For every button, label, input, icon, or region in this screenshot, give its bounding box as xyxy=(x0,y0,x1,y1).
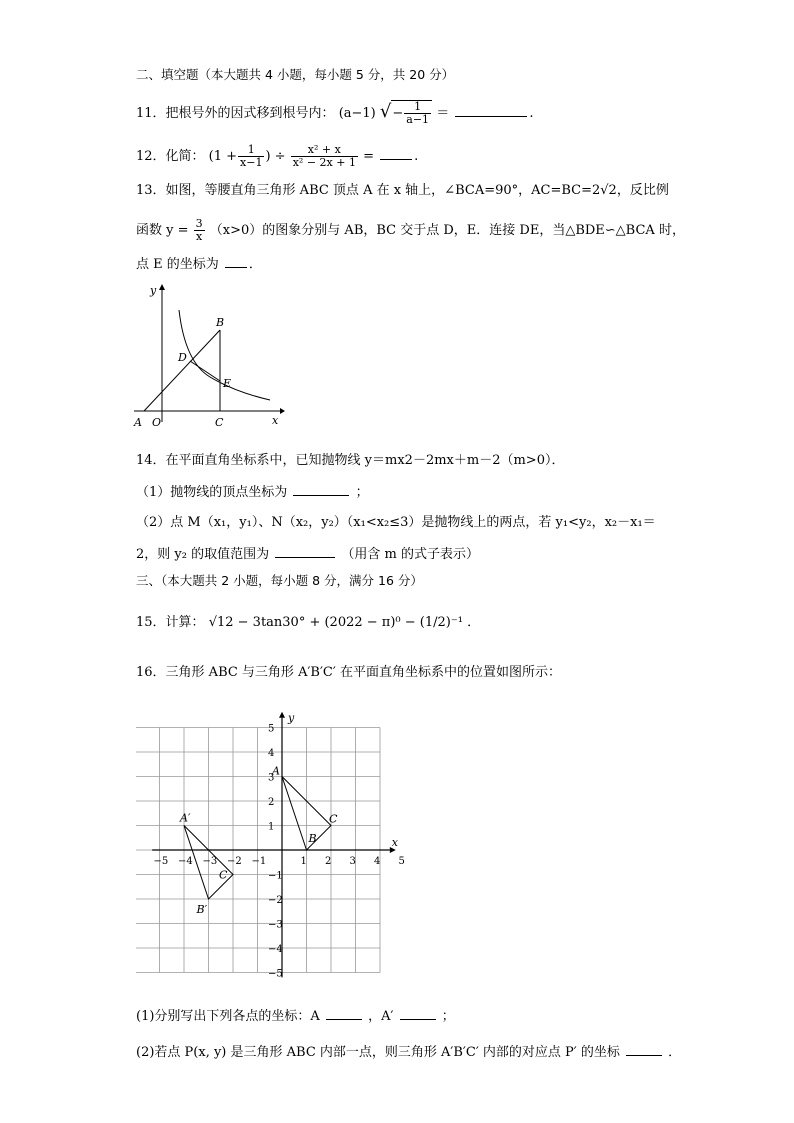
q13-segment-DE xyxy=(190,361,220,381)
q16-sub1-b: ，A′ xyxy=(368,1009,394,1024)
q13-line-2b: （x>0）的图象分别与 AB，BC 交于点 D，E．连接 DE，当△BDE∽△BCA 时， xyxy=(209,223,685,238)
q16-line-1: 16．三角形 ABC 与三角形 A′B′C′ 在平面直角坐标系中的位置如图所示： xyxy=(136,665,561,680)
q13-frac-den: x xyxy=(196,230,203,243)
x-tick-label: 1 xyxy=(300,856,307,867)
q13-label-C: C xyxy=(215,416,224,429)
y-tick-label: −2 xyxy=(268,895,283,906)
q16-label-A-prime: A′ xyxy=(180,811,191,825)
q11-expr-prefix: (a−1) xyxy=(338,106,376,121)
section-2-title: 二、填空题（本大题共 4 小题，每小题 5 分，共 20 分） xyxy=(136,67,455,82)
y-tick-label: 2 xyxy=(268,797,275,808)
q13-x-arrow xyxy=(280,408,285,414)
y-tick-label: 5 xyxy=(268,723,275,735)
x-tick-label: 5 xyxy=(398,856,405,867)
y-tick-label: −4 xyxy=(268,944,283,955)
q13-line-1: 13．如图，等腰直角三角形 ABC 顶点 A 在 x 轴上，∠BCA=90°，AC=BC=2√2，反比例 xyxy=(136,183,669,198)
q16-sub-2 xyxy=(136,1042,681,1062)
y-tick-label: −3 xyxy=(268,919,283,931)
question-11: 11．把根号外的因式移到根号内： (a−1) √− $\frac{1}{a-1}$ ＝ . xyxy=(136,100,534,126)
q13-y-arrow xyxy=(159,284,165,290)
q16-label-y: y xyxy=(288,711,295,725)
x-tick-label: −2 xyxy=(227,856,242,867)
q12-answer-blank[interactable] xyxy=(380,146,412,160)
q16-answer-P-prime-blank[interactable] xyxy=(626,1042,662,1056)
y-tick-label: 1 xyxy=(268,821,275,833)
q13-label-D: D xyxy=(178,351,187,364)
q11-eq: ＝ xyxy=(436,106,450,121)
q16-sub2-b: ． xyxy=(668,1045,682,1060)
q12-eq: = xyxy=(363,149,374,164)
q16-answer-A-blank[interactable] xyxy=(326,1006,362,1020)
q13-label-x: x xyxy=(272,414,279,427)
q14-line-4 xyxy=(136,544,479,564)
q16-tick-labels xyxy=(154,724,405,980)
y-tick-label: 4 xyxy=(268,748,275,759)
q11-frac-den: a−1 xyxy=(406,113,430,126)
q16-sub1-a: (1)分别写出下列各点的坐标：A xyxy=(136,1009,320,1024)
question-12: 12．化简： (1 + $\frac{1}{x-1}$ ) ÷ $\frac{\text{x² + x}}{\text{x² − 2x + 1}}$ = . xyxy=(136,143,419,169)
q15-expression: √12 − 3tan30° + (2022 − π)⁰ − (1/2)⁻¹ xyxy=(208,615,463,630)
q14-line-3: （2）点 M（x₁，y₁）、N（x₂，y₂）（x₁<x₂≤3）是抛物线上的两点，若 y₁<y₂，x₂－x₁＝ xyxy=(136,515,656,530)
q12-frac2-den: x² − 2x + 1 xyxy=(292,156,356,169)
q16-label-C: C xyxy=(329,812,338,826)
q13-figure xyxy=(130,282,290,432)
q16-sub-1 xyxy=(136,1006,455,1026)
y-tick-label: −1 xyxy=(268,870,283,882)
q13-line-2 xyxy=(136,218,685,243)
x-tick-label: −1 xyxy=(251,856,267,867)
q12-frac2-num: x² + x xyxy=(291,144,358,157)
x-tick-label: −4 xyxy=(178,856,193,867)
y-tick-label: 3 xyxy=(268,772,275,784)
y-tick-label: −5 xyxy=(268,968,283,980)
q13-label-O: O xyxy=(152,416,162,429)
x-tick-label: 4 xyxy=(374,856,381,867)
q13-label-A: A xyxy=(134,416,142,429)
q16-label-C-prime: C xyxy=(219,868,228,882)
q12-frac1-num: 1 xyxy=(238,144,264,157)
q16-label-A: A xyxy=(272,764,280,778)
q13-line-2a: 函数 y = xyxy=(136,223,189,238)
q14-sub2-answer-blank[interactable] xyxy=(275,544,335,558)
q15-text: 15．计算： xyxy=(136,615,205,630)
q14-sub1-answer-blank[interactable] xyxy=(293,482,349,496)
y-axis-arrow xyxy=(279,712,285,718)
q13-segment-AB xyxy=(144,330,220,411)
q16-label-B: B xyxy=(308,832,317,845)
q11-frac-num: 1 xyxy=(404,101,431,114)
q16-sub1-c: ； xyxy=(441,1009,455,1024)
q14-line-1: 14．在平面直角坐标系中，已知抛物线 y＝mx2－2mx＋m－2（m>0）． xyxy=(136,453,565,468)
x-tick-label: 3 xyxy=(349,856,356,867)
q16-answer-A-prime-blank[interactable] xyxy=(400,1006,436,1020)
q14-line-2-text: （1）抛物线的顶点坐标为 xyxy=(136,485,288,500)
q13-label-E: E xyxy=(223,377,232,390)
q13-label-y: y xyxy=(150,284,157,297)
section-3-title: 三、（本大题共 2 小题，每小题 8 分，满分 16 分） xyxy=(136,573,423,588)
q14-line-4b: （用含 m 的式子表示） xyxy=(341,547,479,562)
q11-text: 11．把根号外的因式移到根号内： xyxy=(136,106,335,121)
q16-label-B-prime: B′ xyxy=(196,903,208,916)
q14-line-4a: 2，则 y₂ 的取值范围为 xyxy=(136,547,270,562)
q12-text: 12．化简： xyxy=(136,149,205,164)
q14-line-2-end: ； xyxy=(355,485,369,500)
q13-frac-num: 3 xyxy=(195,217,203,230)
q16-sub2-a: (2)若点 P(x, y) 是三角形 ABC 内部一点，则三角形 A′B′C′ 内部的对应点 P′ 的坐标 xyxy=(136,1045,620,1060)
q12-frac1-den: x−1 xyxy=(240,156,263,169)
q13-line-3-text: 点 E 的坐标为 xyxy=(136,257,219,272)
q13-line-3: 点 E 的坐标为 ． xyxy=(136,254,262,274)
x-tick-label: −3 xyxy=(202,856,218,867)
q11-answer-blank[interactable] xyxy=(455,103,527,117)
question-15 xyxy=(136,614,480,632)
q13-answer-blank[interactable] xyxy=(225,254,247,268)
q14-line-2 xyxy=(136,482,369,502)
q13-label-B: B xyxy=(216,316,225,329)
q15-end: ． xyxy=(467,615,481,630)
x-tick-label: 2 xyxy=(325,856,332,867)
x-tick-label: −5 xyxy=(153,856,169,867)
q16-label-x: x xyxy=(391,836,399,849)
q16-grid-figure xyxy=(136,700,406,990)
